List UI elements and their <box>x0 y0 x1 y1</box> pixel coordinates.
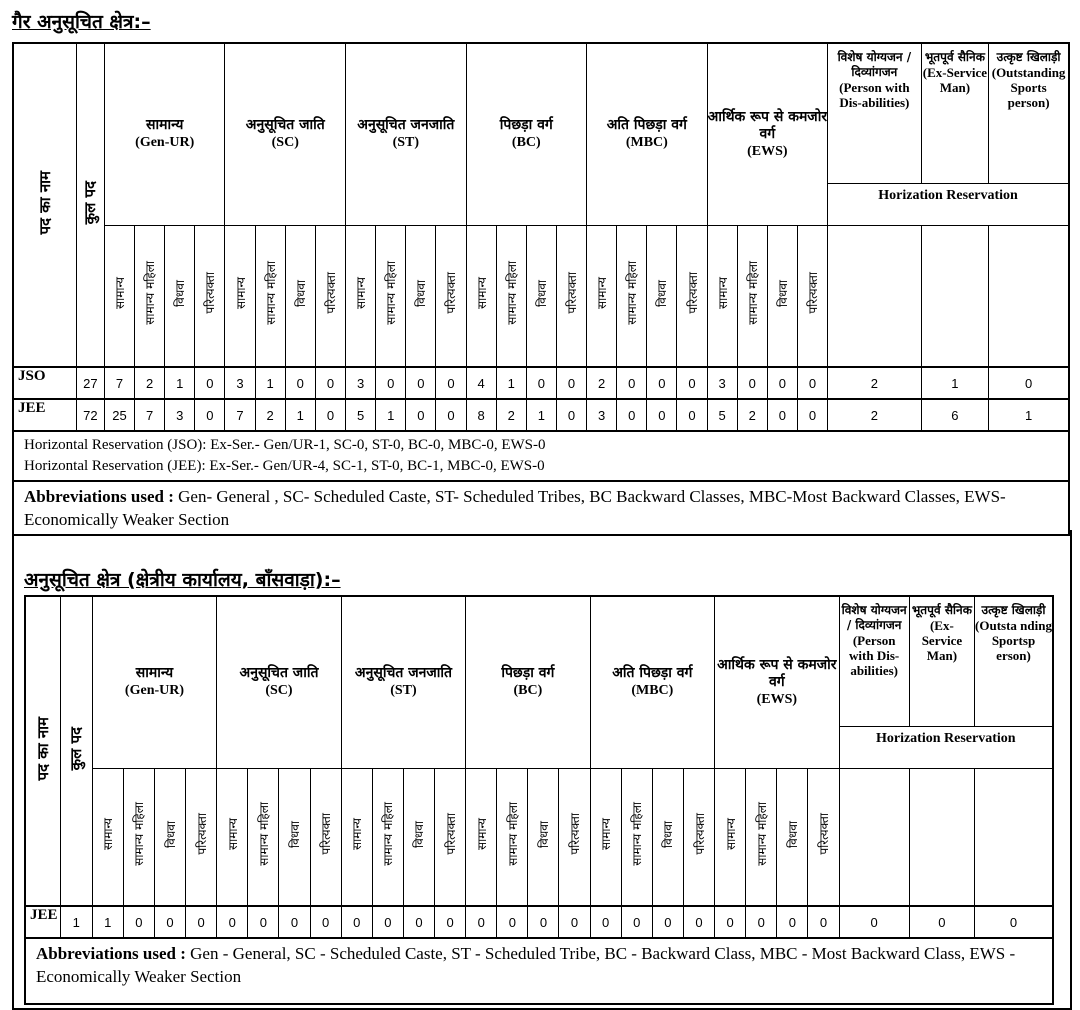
category-english: (ST) <box>390 683 417 699</box>
subcategory-header <box>683 768 714 906</box>
value-cell: 2 <box>135 367 165 399</box>
subcategory-header <box>285 225 315 367</box>
value-cell: 1 <box>60 906 92 938</box>
category-hindi: अनुसूचित जाति <box>245 117 325 134</box>
subcategory-header <box>255 225 285 367</box>
abbreviations-label: Abbreviations used : <box>24 487 174 506</box>
subcategory-header <box>346 225 376 367</box>
value-cell: 0 <box>406 399 436 431</box>
value-cell: 0 <box>406 367 436 399</box>
note-line: Horizontal Reservation (JSO): Ex-Ser.- Gen/UR-1, SC-0, ST-0, BC-0, MBC-0, EWS-0 <box>24 437 546 453</box>
value-cell: 0 <box>590 906 621 938</box>
subcategory-label: विधवा <box>655 279 670 307</box>
special-hindi: उत्कृष्ट खिलाड़ी <box>996 50 1061 64</box>
value-cell: 1 <box>989 399 1069 431</box>
subcategory-header <box>165 225 195 367</box>
category-hindi: पिछड़ा वर्ग <box>501 665 555 682</box>
subcategory-label: सामान्य <box>113 277 127 310</box>
value-cell: 0 <box>528 906 559 938</box>
subcategory-header <box>497 768 528 906</box>
subcategory-header <box>526 225 556 367</box>
category-header <box>346 43 467 225</box>
subcategory-header <box>406 225 436 367</box>
abbreviations-row <box>25 938 1053 1004</box>
subcategory-header <box>225 225 255 367</box>
subcategory-header <box>797 225 827 367</box>
notes-row <box>13 431 1069 481</box>
post-name: JSO <box>13 367 76 399</box>
category-header <box>587 43 708 225</box>
value-cell: 0 <box>797 367 827 399</box>
value-cell: 3 <box>707 367 737 399</box>
category-hindi: आर्थिक रूप से कमजोर वर्ग <box>707 108 828 142</box>
subcategory-label: विधवा <box>661 820 676 848</box>
subcategory-label: विधवा <box>785 820 800 848</box>
category-header <box>341 596 465 768</box>
category-header <box>92 596 216 768</box>
category-hindi: अनुसूचित जाति <box>239 665 319 682</box>
subcategory-header <box>315 225 345 367</box>
subcategory-header <box>466 225 496 367</box>
subcategory-label: सामान्य <box>599 818 614 851</box>
value-cell: 3 <box>587 399 617 431</box>
category-header <box>590 596 714 768</box>
value-cell: 1 <box>255 367 285 399</box>
value-cell: 7 <box>135 399 165 431</box>
subcategory-header <box>310 768 341 906</box>
table-row <box>13 399 1069 431</box>
value-cell: 0 <box>989 367 1069 399</box>
value-cell: 7 <box>225 399 255 431</box>
category-english: (BC) <box>513 683 543 699</box>
category-english: (SC) <box>271 135 299 151</box>
subcategory-header <box>556 225 586 367</box>
subcategory-label: विधवा <box>412 820 427 848</box>
value-cell: 7 <box>104 367 134 399</box>
value-cell: 0 <box>652 906 683 938</box>
value-cell: 0 <box>315 367 345 399</box>
subcategory-label: सामान्य महिला <box>263 261 278 326</box>
value-cell: 0 <box>466 906 497 938</box>
empty-cell <box>909 768 974 906</box>
value-cell: 5 <box>346 399 376 431</box>
subcategory-label: विधवा <box>536 820 551 848</box>
subcategory-header <box>279 768 310 906</box>
subcategory-label: परित्यक्ता <box>194 813 209 856</box>
subcategory-label: विधवा <box>775 279 790 307</box>
value-cell: 0 <box>617 399 647 431</box>
subcategory-label: सामान्य महिला <box>625 261 640 326</box>
value-cell: 72 <box>76 399 104 431</box>
subcategory-header <box>496 225 526 367</box>
value-cell: 0 <box>556 399 586 431</box>
total-posts-label: कुल पद <box>81 180 100 225</box>
value-cell: 0 <box>436 399 466 431</box>
special-header <box>839 596 909 726</box>
value-cell: 0 <box>617 367 647 399</box>
value-cell: 6 <box>921 399 989 431</box>
value-cell: 0 <box>341 906 372 938</box>
subcategory-header <box>528 768 559 906</box>
value-cell: 0 <box>376 367 406 399</box>
subcategory-label: विधवा <box>293 279 308 307</box>
subcategory-header <box>248 768 279 906</box>
value-cell: 2 <box>255 399 285 431</box>
abbreviations-row <box>13 481 1069 535</box>
value-cell: 1 <box>526 399 556 431</box>
category-hindi: सामान्य <box>146 117 184 134</box>
abbreviations <box>13 481 1069 535</box>
subcategory-label: परित्यक्ता <box>564 272 579 315</box>
value-cell: 4 <box>466 367 496 399</box>
subcategory-header <box>647 225 677 367</box>
category-header <box>707 43 828 225</box>
subcategory-header <box>135 225 165 367</box>
empty-cell <box>921 225 989 367</box>
subcategory-label: परित्यक्ता <box>444 272 459 315</box>
category-hindi: पिछड़ा वर्ग <box>499 117 553 134</box>
empty-cell <box>989 225 1069 367</box>
category-english: (Gen-UR) <box>124 683 185 699</box>
category-hindi: अति पिछड़ा वर्ग <box>606 117 687 134</box>
value-cell: 0 <box>797 399 827 431</box>
value-cell: 0 <box>909 906 974 938</box>
category-header <box>466 596 590 768</box>
category-header <box>104 43 225 225</box>
post-name: JEE <box>13 399 76 431</box>
value-cell: 0 <box>647 367 677 399</box>
value-cell: 0 <box>285 367 315 399</box>
special-english: (Outstanding Sports person) <box>991 65 1066 110</box>
subcategory-label: परित्यक्ता <box>319 813 334 856</box>
subcategory-label: परित्यक्ता <box>806 272 821 315</box>
subcategory-header <box>403 768 434 906</box>
table-row <box>13 367 1069 399</box>
subcategory-label: विधवा <box>287 820 302 848</box>
post-name-header <box>25 596 60 906</box>
value-cell: 0 <box>677 399 707 431</box>
subcategory-label: सामान्य महिला <box>256 802 271 867</box>
scheduled-area-title: अनुसूचित क्षेत्र (क्षेत्रीय कार्यालय, बाँसवाड़ा):– <box>24 569 341 591</box>
category-header <box>466 43 587 225</box>
header-row <box>25 596 1053 726</box>
post-name-header <box>13 43 76 367</box>
subcategory-header <box>652 768 683 906</box>
value-cell: 0 <box>746 906 777 938</box>
value-cell: 0 <box>217 906 248 938</box>
value-cell: 2 <box>828 399 922 431</box>
subcategory-header <box>587 225 617 367</box>
category-hindi: अनुसूचित जनजाति <box>354 665 452 682</box>
category-english: (BC) <box>511 135 541 151</box>
value-cell: 0 <box>526 367 556 399</box>
value-cell: 2 <box>496 399 526 431</box>
subcategory-row <box>25 768 1053 906</box>
category-hindi: आर्थिक रूप से कमजोर वर्ग <box>717 656 837 690</box>
special-english: (Person with Dis-abilities) <box>839 80 910 110</box>
value-cell: 0 <box>767 399 797 431</box>
special-english: (Ex-Service Man) <box>922 65 988 95</box>
value-cell: 0 <box>559 906 590 938</box>
subcategory-label: परित्यक्ता <box>568 813 583 856</box>
subcategory-label: सामान्य <box>595 277 610 310</box>
subcategory-label: सामान्य <box>233 277 248 310</box>
value-cell: 0 <box>315 399 345 431</box>
value-cell: 0 <box>777 906 808 938</box>
subcategory-header <box>677 225 707 367</box>
value-cell: 0 <box>647 399 677 431</box>
special-header <box>828 43 922 183</box>
horizontal-reservation-notes <box>13 431 1069 481</box>
value-cell: 0 <box>497 906 528 938</box>
special-hindi: भूतपूर्व सैनिक <box>924 50 985 64</box>
category-english: (MBC) <box>631 683 674 699</box>
value-cell: 0 <box>279 906 310 938</box>
value-cell: 0 <box>310 906 341 938</box>
value-cell: 0 <box>737 367 767 399</box>
category-header <box>715 596 839 768</box>
non-scheduled-area-title: गैर अनुसूचित क्षेत्र:– <box>12 11 151 33</box>
subcategory-label: सामान्य महिला <box>132 802 147 867</box>
subcategory-header <box>590 768 621 906</box>
subcategory-label: सामान्य <box>101 818 116 851</box>
subcategory-label: परित्यक्ता <box>816 813 831 856</box>
special-hindi: विशेष योग्यजन / दिव्यांगजन <box>841 603 907 632</box>
category-english: (SC) <box>265 683 293 699</box>
subcategory-label: सामान्य महिला <box>381 802 396 867</box>
subcategory-label: सामान्य महिला <box>505 802 520 867</box>
empty-cell <box>828 225 922 367</box>
subcategory-header <box>372 768 403 906</box>
subcategory-header <box>341 768 372 906</box>
subcategory-label: सामान्य महिला <box>143 261 158 326</box>
subcategory-header <box>617 225 647 367</box>
subcategory-label: विधवा <box>163 820 178 848</box>
value-cell: 0 <box>683 906 714 938</box>
subcategory-label: सामान्य महिला <box>630 802 645 867</box>
value-cell: 0 <box>677 367 707 399</box>
subcategory-header <box>376 225 406 367</box>
subcategory-label: सामान्य <box>723 818 738 851</box>
value-cell: 27 <box>76 367 104 399</box>
header-row <box>13 43 1069 183</box>
horizontal-reservation-header: Horization Reservation <box>828 183 1069 225</box>
post-name: JEE <box>25 906 60 938</box>
value-cell: 0 <box>715 906 746 938</box>
category-english: (Gen-UR) <box>135 135 195 151</box>
subcategory-label: सामान्य महिला <box>745 261 760 326</box>
total-posts-label: कुल पद <box>67 726 86 771</box>
non-scheduled-area-table <box>12 42 1070 536</box>
subcategory-label: परित्यक्ता <box>692 813 707 856</box>
category-english: (EWS) <box>747 143 788 159</box>
subcategory-header <box>123 768 154 906</box>
total-posts-header <box>60 596 92 906</box>
special-header <box>909 596 974 726</box>
subcategory-label: विधवा <box>173 279 188 307</box>
subcategory-header <box>621 768 652 906</box>
value-cell: 1 <box>165 367 195 399</box>
value-cell: 0 <box>372 906 403 938</box>
value-cell: 0 <box>435 906 466 938</box>
subcategory-header <box>195 225 225 367</box>
value-cell: 2 <box>587 367 617 399</box>
subcategory-header <box>707 225 737 367</box>
special-hindi: उत्कृष्ट खिलाड़ी <box>981 603 1046 617</box>
value-cell: 5 <box>707 399 737 431</box>
subcategory-header <box>435 768 466 906</box>
special-header <box>975 596 1053 726</box>
value-cell: 1 <box>921 367 989 399</box>
subcategory-header <box>808 768 839 906</box>
value-cell: 3 <box>346 367 376 399</box>
value-cell: 25 <box>104 399 134 431</box>
value-cell: 0 <box>154 906 185 938</box>
value-cell: 2 <box>828 367 922 399</box>
subcategory-header <box>737 225 767 367</box>
category-hindi: सामान्य <box>135 665 174 682</box>
special-hindi: भूतपूर्व सैनिक <box>911 603 972 617</box>
subcategory-label: विधवा <box>534 279 549 307</box>
category-english: (EWS) <box>756 691 798 707</box>
subcategory-label: सामान्य महिला <box>384 261 399 326</box>
value-cell: 0 <box>436 367 466 399</box>
note-line: Horizontal Reservation (JEE): Ex-Ser.- Gen/UR-4, SC-1, ST-0, BC-1, MBC-0, EWS-0 <box>24 458 545 474</box>
value-cell: 0 <box>403 906 434 938</box>
value-cell: 0 <box>556 367 586 399</box>
subcategory-header <box>217 768 248 906</box>
subcategory-row <box>13 225 1069 367</box>
subcategory-label: सामान्य महिला <box>504 261 519 326</box>
subcategory-header <box>154 768 185 906</box>
value-cell: 0 <box>195 367 225 399</box>
category-header <box>225 43 346 225</box>
subcategory-label: सामान्य <box>225 818 240 851</box>
post-name-label: पद का नाम <box>35 170 54 235</box>
subcategory-header <box>104 225 134 367</box>
subcategory-label: सामान्य महिला <box>754 802 769 867</box>
value-cell: 3 <box>165 399 195 431</box>
subcategory-header <box>767 225 797 367</box>
abbreviations <box>25 938 1053 1004</box>
value-cell: 1 <box>92 906 123 938</box>
subcategory-header <box>777 768 808 906</box>
subcategory-header <box>186 768 217 906</box>
value-cell: 0 <box>767 367 797 399</box>
special-english: (Ex-Service Man) <box>921 618 963 663</box>
value-cell: 0 <box>186 906 217 938</box>
subcategory-header <box>436 225 466 367</box>
value-cell: 1 <box>496 367 526 399</box>
value-cell: 0 <box>248 906 279 938</box>
subcategory-label: सामान्य <box>354 277 369 310</box>
value-cell: 0 <box>123 906 154 938</box>
special-english: (Outsta nding Sportsp erson) <box>975 618 1052 663</box>
subcategory-header <box>466 768 497 906</box>
value-cell: 2 <box>737 399 767 431</box>
category-english: (MBC) <box>625 135 668 151</box>
special-header <box>989 43 1069 183</box>
category-hindi: अनुसूचित जनजाति <box>357 117 455 134</box>
subcategory-header <box>559 768 590 906</box>
value-cell: 1 <box>285 399 315 431</box>
value-cell: 8 <box>466 399 496 431</box>
value-cell: 0 <box>808 906 839 938</box>
value-cell: 0 <box>839 906 909 938</box>
value-cell: 3 <box>225 367 255 399</box>
category-english: (ST) <box>392 135 420 151</box>
subcategory-header <box>715 768 746 906</box>
subcategory-label: सामान्य <box>474 277 489 310</box>
special-hindi: विशेष योग्यजन / दिव्यांगजन <box>837 50 912 79</box>
scheduled-area-table <box>24 595 1054 1005</box>
subcategory-label: सामान्य <box>715 277 730 310</box>
value-cell: 0 <box>195 399 225 431</box>
subcategory-label: परित्यक्ता <box>685 272 700 315</box>
special-english: (Person with Dis-abilities) <box>849 633 900 678</box>
subcategory-label: सामान्य <box>474 818 489 851</box>
empty-cell <box>839 768 909 906</box>
category-hindi: अति पिछड़ा वर्ग <box>612 665 693 682</box>
subcategory-label: सामान्य <box>350 818 365 851</box>
value-cell: 0 <box>621 906 652 938</box>
total-posts-header <box>76 43 104 367</box>
value-cell: 1 <box>376 399 406 431</box>
table-row <box>25 906 1053 938</box>
special-header <box>921 43 989 183</box>
subcategory-label: विधवा <box>414 279 429 307</box>
empty-cell <box>975 768 1053 906</box>
value-cell: 0 <box>975 906 1053 938</box>
abbreviations-text: Gen- General , SC- Scheduled Caste, ST- Scheduled Tribes, BC Backward Classes, MBC-Most Backward Classes, EWS-Economically Weaker Section <box>24 487 1006 529</box>
subcategory-label: परित्यक्ता <box>323 272 338 315</box>
category-header <box>217 596 341 768</box>
abbreviations-text: Gen - General, SC - Scheduled Caste, ST - Scheduled Tribe, BC - Backward Class, MBC - Most Backward Class, EWS - Economically Weaker Section <box>36 944 1016 986</box>
horizontal-reservation-header: Horization Reservation <box>839 726 1053 768</box>
subcategory-header <box>92 768 123 906</box>
post-name-label: पद का नाम <box>33 716 52 781</box>
subcategory-label: परित्यक्ता <box>203 272 218 315</box>
subcategory-header <box>746 768 777 906</box>
subcategory-label: परित्यक्ता <box>443 813 458 856</box>
abbreviations-label: Abbreviations used : <box>36 944 186 963</box>
